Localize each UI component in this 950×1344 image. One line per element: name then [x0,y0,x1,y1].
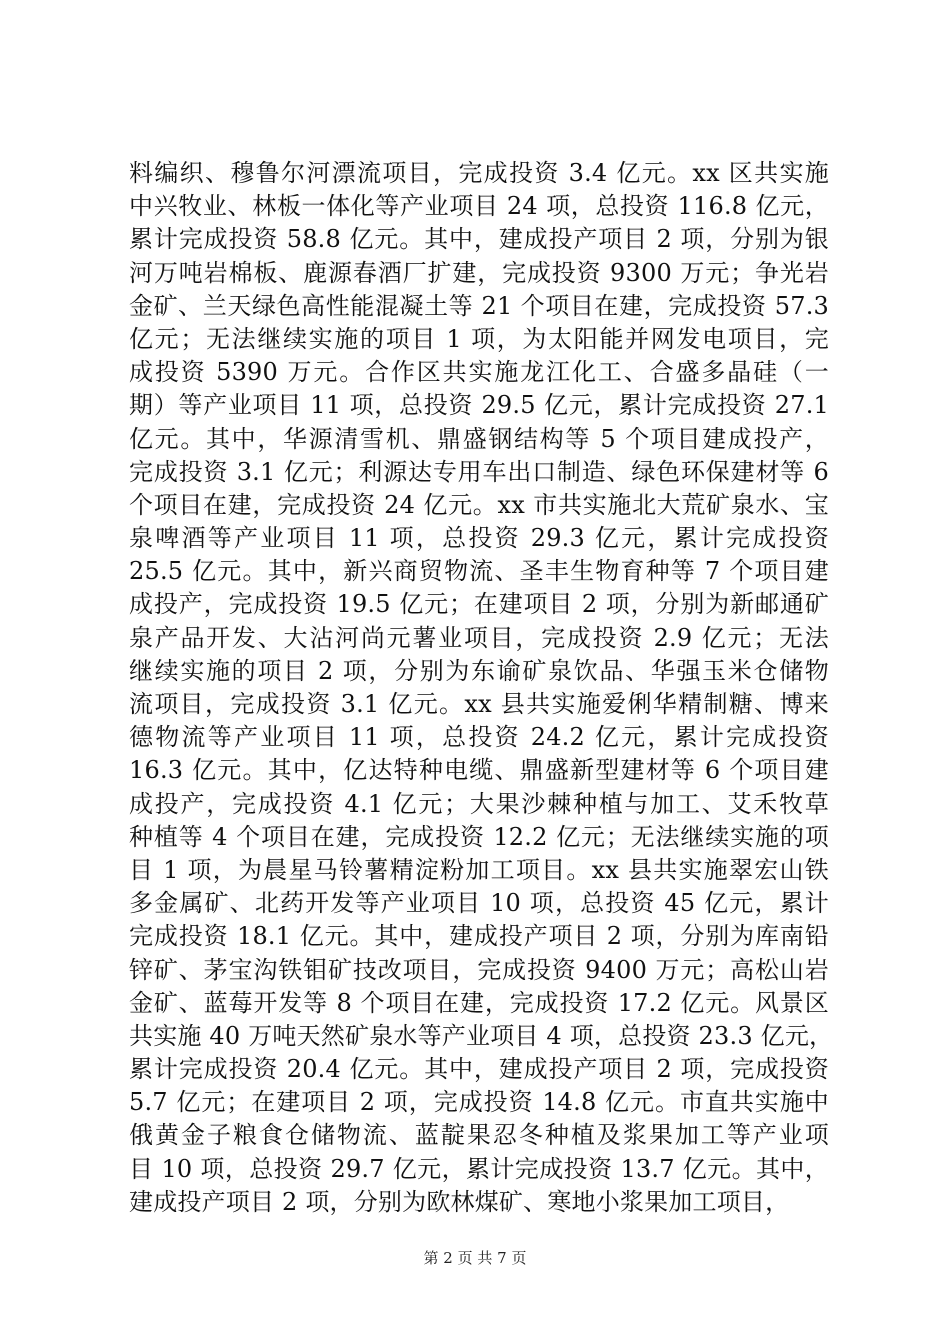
text-line: 完成投资 18.1 亿元。其中，建成投产项目 2 项，分别为库南铅 [129,922,829,951]
text-line: 泉啤酒等产业项目 11 项，总投资 29.3 亿元，累计完成投资 [129,524,829,553]
text-line: 累计完成投资 20.4 亿元。其中，建成投产项目 2 项，完成投资 [129,1055,829,1084]
text-line: 金矿、兰天绿色高性能混凝土等 21 个项目在建，完成投资 57.3 [129,291,829,320]
text-line: 锌矿、茅宝沟铁钼矿技改项目，完成投资 9400 万元；高松山岩 [129,955,829,984]
text-line: 料编织、穆鲁尔河漂流项目，完成投资 3.4 亿元。xx 区共实施 [129,159,829,187]
text-line: 完成投资 3.1 亿元；利源达专用车出口制造、绿色环保建材等 6 [129,457,829,486]
text-line: 种植等 4 个项目在建，完成投资 12.2 亿元；无法继续实施的项 [129,822,829,851]
page-footer: 第 2 页 共 7 页 [423,1249,527,1267]
text-line: 泉产品开发、大沾河尚元薯业项目，完成投资 2.9 亿元；无法 [129,623,829,652]
body-paragraph [129,157,834,1219]
text-line: 俄黄金子粮食仓储物流、蓝靛果忍冬种植及浆果加工等产业项 [129,1121,829,1150]
text-line: 继续实施的项目 2 项，分别为东谕矿泉饮品、华强玉米仓储物 [129,656,829,685]
text-line: 目 1 项，为晨星马铃薯精淀粉加工项目。xx 县共实施翠宏山铁 [129,855,829,884]
text-line: 成投产，完成投资 19.5 亿元；在建项目 2 项，分别为新邮通矿 [129,590,829,619]
text-line: 多金属矿、北药开发等产业项目 10 项，总投资 45 亿元，累计 [129,889,829,918]
text-line: 共实施 40 万吨天然矿泉水等产业项目 4 项，总投资 23.3 亿元， [129,1021,834,1050]
text-line: 25.5 亿元。其中，新兴商贸物流、圣丰生物育种等 7 个项目建 [129,557,829,586]
text-line: 成投资 5390 万元。合作区共实施龙江化工、合盛多晶硅（一 [129,358,829,387]
text-line: 成投产，完成投资 4.1 亿元；大果沙棘种植与加工、艾禾牧草 [129,789,829,818]
text-line: 累计完成投资 58.8 亿元。其中，建成投产项目 2 项，分别为银 [129,225,829,254]
text-line: 目 10 项，总投资 29.7 亿元，累计完成投资 13.7 亿元。其中， [129,1154,829,1183]
text-line: 河万吨岩棉板、鹿源春酒厂扩建，完成投资 9300 万元；争光岩 [129,258,829,287]
text-line: 中兴牧业、林板一体化等产业项目 24 项，总投资 116.8 亿元， [129,192,829,221]
text-line: 个项目在建，完成投资 24 亿元。xx 市共实施北大荒矿泉水、宝 [129,490,829,519]
text-line: 16.3 亿元。其中，亿达特种电缆、鼎盛新型建材等 6 个项目建 [129,756,829,785]
text-line: 金矿、蓝莓开发等 8 个项目在建，完成投资 17.2 亿元。风景区 [129,988,829,1017]
text-line: 建成投产项目 2 项，分别为欧林煤矿、寒地小浆果加工项目， [129,1187,790,1216]
text-line: 德物流等产业项目 11 项，总投资 24.2 亿元，累计完成投资 [129,723,829,752]
text-line: 期）等产业项目 11 项，总投资 29.5 亿元，累计完成投资 27.1 [129,391,829,420]
text-line: 5.7 亿元；在建项目 2 项，完成投资 14.8 亿元。市直共实施中 [129,1088,829,1117]
text-line: 亿元。其中，华源清雪机、鼎盛钢结构等 5 个项目建成投产， [129,424,829,453]
text-line: 流项目，完成投资 3.1 亿元。xx 县共实施爱俐华精制糖、博来 [129,690,829,718]
text-line: 亿元；无法继续实施的项目 1 项，为太阳能并网发电项目，完 [129,324,829,353]
